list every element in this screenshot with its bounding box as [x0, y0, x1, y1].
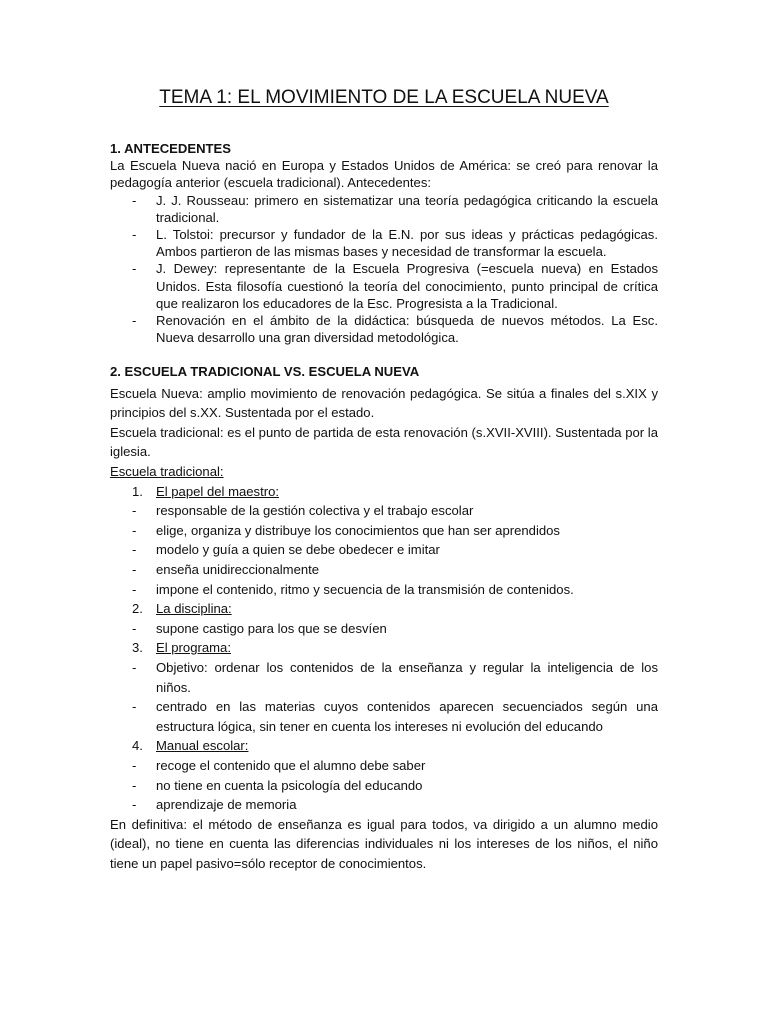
- list-item: [110, 580, 658, 600]
- list-item-text: J. Dewey: representante de la Escuela Progresiva (=escuela nueva) en Estados Unidos. Esta filosofía cuestionó la teoría del conocimiento, punto principal de crítica que realizaron los educadores de la Esc. Progresista a la Tradicional.: [156, 261, 658, 311]
- bullet-dash: -: [132, 522, 137, 538]
- list-item: [110, 540, 658, 560]
- bullet-dash: -: [132, 699, 137, 715]
- bullet-dash: -: [132, 261, 137, 277]
- document-body: [110, 140, 658, 873]
- list-item: [110, 776, 658, 796]
- list-item: [110, 192, 658, 226]
- list-item: [110, 560, 658, 580]
- bullet-dash: -: [132, 581, 137, 597]
- list-item-text: centrado en las materias cuyos contenidos aparecen secuenciados según una estructura lógica, sin tener en cuenta los intereses ni evolución del educando: [156, 699, 658, 734]
- numbered-item-programa: [110, 638, 658, 658]
- list-item-text: J. J. Rousseau: primero en sistematizar una teoría pedagógica criticando la escuela tradicional.: [156, 192, 658, 225]
- conclusion-paragraph: En definitiva: el método de enseñanza es igual para todos, va dirigido a un alumno medio (ideal), no tiene en cuenta las diferencias individuales ni los intereses de los niños, el niño tiene un papel pasivo=sólo receptor de conocimientos.: [110, 816, 658, 871]
- list-item: [110, 658, 658, 697]
- item-number: 1.: [132, 483, 143, 499]
- bullet-dash: -: [132, 192, 137, 208]
- list-item: [110, 619, 658, 639]
- item-label: Manual escolar:: [156, 738, 249, 754]
- list-item: [110, 260, 658, 312]
- list-item-text: Renovación en el ámbito de la didáctica: búsqueda de nuevos métodos. La Esc. Nueva desarrollo una gran diversidad metodológica.: [156, 313, 658, 346]
- numbered-item-disciplina: [110, 599, 658, 619]
- item-number: 3.: [132, 640, 143, 656]
- list-item-text: supone castigo para los que se desvíen: [156, 620, 387, 636]
- numbered-item-papel-maestro: [110, 482, 658, 502]
- document-title: TEMA 1: EL MOVIMIENTO DE LA ESCUELA NUEVA: [159, 87, 609, 108]
- list-item: [110, 226, 658, 260]
- bullet-dash: -: [132, 227, 137, 243]
- item-label: La disciplina:: [156, 601, 232, 617]
- list-item: [110, 521, 658, 541]
- list-item: [110, 756, 658, 776]
- section1-intro: La Escuela Nueva nació en Europa y Estados Unidos de América: se creó para renovar la pedagogía anterior (escuela tradicional). Antecedentes:: [110, 158, 658, 191]
- bullet-dash: -: [132, 620, 137, 636]
- item-label: El papel del maestro:: [156, 483, 280, 499]
- item-number: 4.: [132, 738, 143, 754]
- bullet-dash: -: [132, 313, 137, 329]
- bullet-dash: -: [132, 777, 137, 793]
- list-item: [110, 795, 658, 815]
- bullet-dash: -: [132, 659, 137, 675]
- list-item-text: responsable de la gestión colectiva y el trabajo escolar: [156, 503, 474, 519]
- subheading-escuela-tradicional: Escuela tradicional:: [110, 464, 224, 480]
- bullet-dash: -: [132, 542, 137, 558]
- item-number: 2.: [132, 601, 143, 617]
- list-item-text: elige, organiza y distribuye los conocimientos que han ser aprendidos: [156, 522, 560, 538]
- list-item-text: no tiene en cuenta la psicología del educando: [156, 777, 423, 793]
- list-item-text: L. Tolstoi: precursor y fundador de la E.N. por sus ideas y prácticas pedagógicas. Ambos partieron de las mismas bases y necesidad de transformar la escuela.: [156, 227, 658, 260]
- list-item-text: impone el contenido, ritmo y secuencia de la transmisión de contenidos.: [156, 581, 574, 597]
- list-item: [110, 312, 658, 346]
- bullet-dash: -: [132, 797, 137, 813]
- section2-paragraph-escuela-nueva: Escuela Nueva: amplio movimiento de renovación pedagógica. Se sitúa a finales del s.XIX y principios del s.XX. Sustentada por el estado.: [110, 385, 658, 421]
- bullet-dash: -: [132, 757, 137, 773]
- list-item-text: recoge el contenido que el alumno debe saber: [156, 757, 426, 773]
- list-item-text: enseña unidireccionalmente: [156, 561, 320, 577]
- numbered-item-manual-escolar: [110, 736, 658, 756]
- section2-paragraph-escuela-tradicional: Escuela tradicional: es el punto de partida de esta renovación (s.XVII-XVIII). Sustentada por la iglesia.: [110, 424, 658, 460]
- spacer: [110, 346, 658, 363]
- list-item: [110, 501, 658, 521]
- section-heading-antecedentes: 1. ANTECEDENTES: [110, 141, 232, 156]
- list-item: [110, 697, 658, 736]
- bullet-dash: -: [132, 503, 137, 519]
- section-heading-tradicional-vs-nueva: 2. ESCUELA TRADICIONAL VS. ESCUELA NUEVA: [110, 364, 420, 380]
- bullet-dash: -: [132, 561, 137, 577]
- list-item-text: Objetivo: ordenar los contenidos de la enseñanza y regular la inteligencia de los niños.: [156, 659, 658, 695]
- item-label: El programa:: [156, 640, 231, 656]
- list-item-text: aprendizaje de memoria: [156, 797, 297, 813]
- list-item-text: modelo y guía a quien se debe obedecer e imitar: [156, 542, 440, 558]
